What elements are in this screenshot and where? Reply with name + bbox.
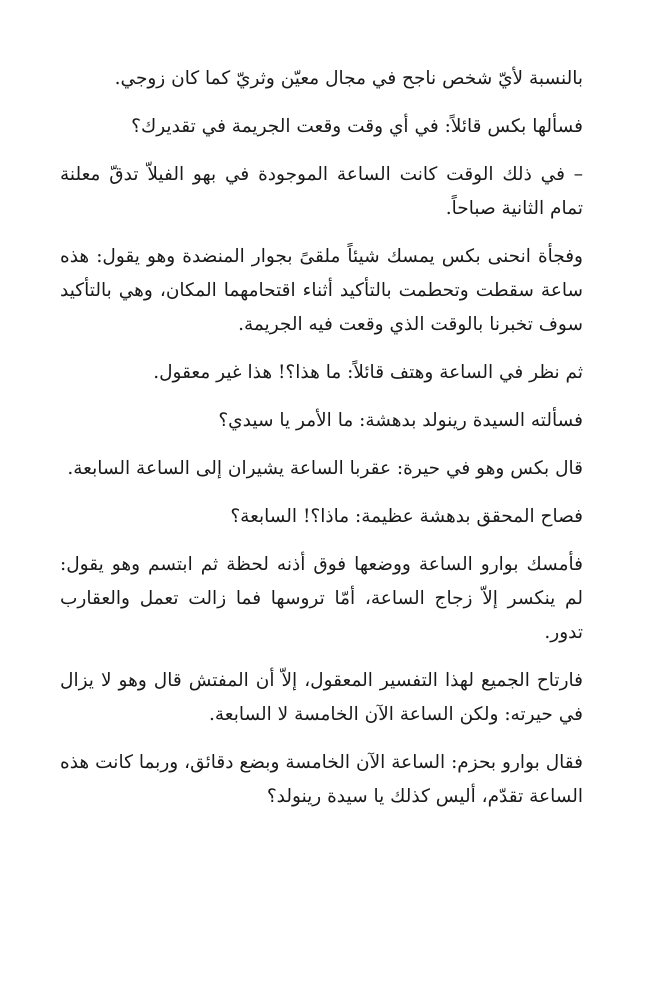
paragraph-5: ثم نظر في الساعة وهتف قائلاً: ما هذا؟! هذا غير معقول. xyxy=(153,362,583,383)
paragraph-11: فقال بوارو بحزم: الساعة الآن الخامسة وبضع دقائق، وربما كانت هذه الساعة تقدّم، أليس كذلك يا سيدة رينولد؟ xyxy=(60,752,583,807)
paragraph-6: فسألته السيدة رينولد بدهشة: ما الأمر يا سيدي؟ xyxy=(218,410,583,431)
paragraph-10: فارتاح الجميع لهذا التفسير المعقول، إلاّ أن المفتش قال وهو لا يزال في حيرته: ولكن الساعة الآن الخامسة لا السابعة. xyxy=(60,670,583,725)
paragraph-9: فأمسك بوارو الساعة ووضعها فوق أذنه لحظة ثم ابتسم وهو يقول: لم ينكسر إلاّ زجاج الساعة، أمّا تروسها فما زالت تعمل والعقارب تدور. xyxy=(60,554,583,643)
paragraph-2: فسألها بكس قائلاً: في أي وقت وقعت الجريمة في تقديرك؟ xyxy=(131,116,583,137)
paragraph-1: بالنسبة لأيّ شخص ناجح في مجال معيّن وثريّ كما كان زوجي. xyxy=(114,68,583,89)
paragraph-4: وفجأة انحنى بكس يمسك شيئاً ملقىً بجوار المنضدة وهو يقول: هذه ساعة سقطت وتحطمت بالتأكيد أثناء اقتحامهما المكان، وهي بالتأكيد سوف تخبرنا بالوقت الذي وقعت فيه الجريمة. xyxy=(60,246,583,335)
paragraph-8: فصاح المحقق بدهشة عظيمة: ماذا؟! السابعة؟ xyxy=(230,506,583,527)
paragraph-3: – في ذلك الوقت كانت الساعة الموجودة في بهو الفيلاّ تدقّ معلنة تمام الثانية صباحاً. xyxy=(60,164,583,219)
paragraph-7: قال بكس وهو في حيرة: عقربا الساعة يشيران إلى الساعة السابعة. xyxy=(67,458,583,479)
